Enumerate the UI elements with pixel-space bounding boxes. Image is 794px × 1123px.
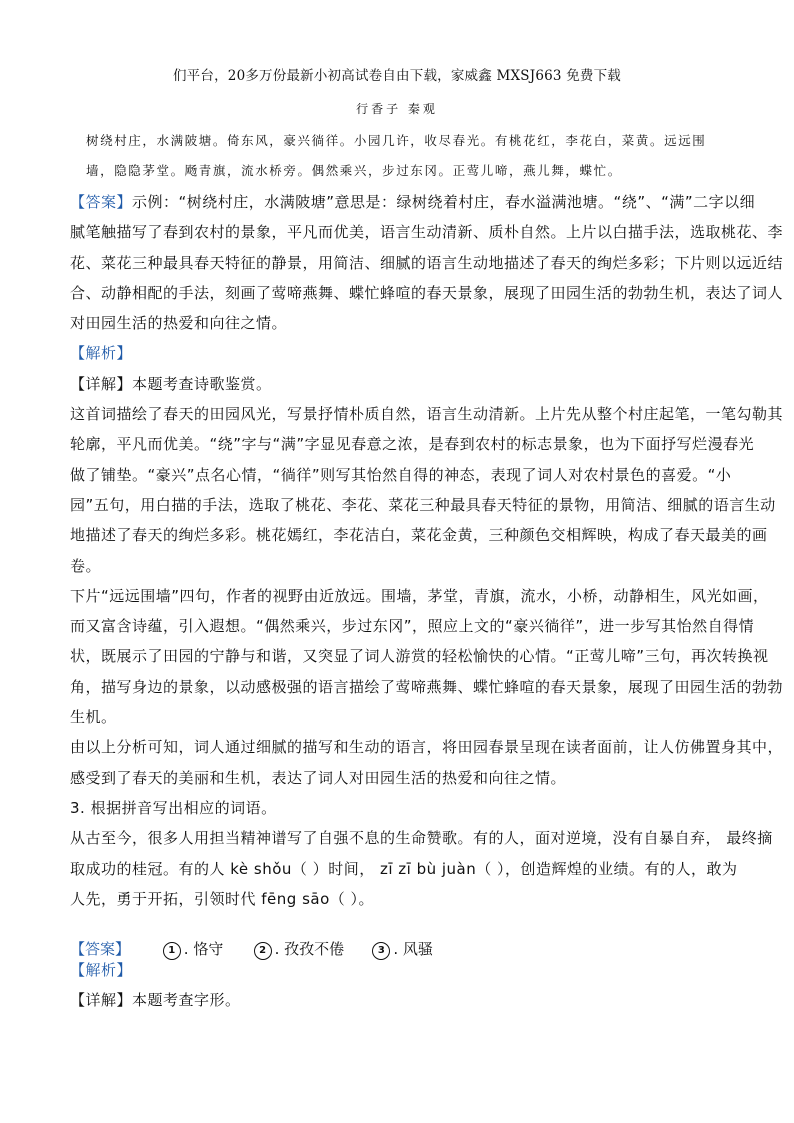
question-3-line-3: 人先，勇于开拓，引领时代 fēng sāo（ ）。 <box>70 889 375 908</box>
poem-line-2: 墙，隐隐茅堂。飏青旗，流水桥旁。偶然乘兴，步过东冈。正莺儿啼，燕儿舞，蝶忙。 <box>86 163 622 178</box>
answer-1-text: 示例：“树绕村庄，水满陂塘”意思是：绿树绕着村庄，春水溢满池塘。“绕”、“满”二字以细 <box>132 193 756 211</box>
detail-1-p2-line-3: 状，既展示了田园的宁静与和谐，又突显了词人游赏的轻松愉快的心情。“正莺儿啼”三句，再次转换视 <box>70 647 769 666</box>
answer-1-block <box>70 187 784 914</box>
answer-3-item-3-text: . 风骚 <box>393 940 433 958</box>
circled-number-1: 1 <box>163 942 181 960</box>
circled-number-2: 2 <box>254 942 272 960</box>
page-header-banner: 们平台，20多万份最新小初高试卷自由下载，家威鑫 MXSJ663 免费下载 <box>172 68 622 84</box>
question-3-title: 3. 根据拼音写出相应的词语。 <box>70 798 277 817</box>
detail-1-p1-line-2: 轮廓，平凡而优美。“绕”字与“满”字显见春意之浓，是春到农村的标志景象，也为下面抒写烂漫春光 <box>70 435 755 454</box>
analysis-label: 【解析】 <box>70 344 133 363</box>
detail-1-p2-line-5: 生机。 <box>70 708 117 727</box>
answer-1-line-4: 合、动静相配的手法，刻画了莺啼燕舞、蝶忙蜂喧的春天景象，展现了田园生活的勃勃生机，表达了词人 <box>70 283 784 302</box>
answer-3-item-1-text: . 恪守 <box>183 940 224 958</box>
answer-3-tail <box>70 955 722 1016</box>
detail-1-p2-line-2: 而又富含诗蕴，引入遐想。“偶然乘兴，步过东冈”，照应上文的“豪兴徜徉”，进一步写其怡然自得情 <box>70 617 755 636</box>
answer-1-line-1 <box>70 187 756 217</box>
answer-1-line-2: 腻笔触描写了春到农村的景象，平凡而优美，语言生动清新、质朴自然。上片以白描手法，选取桃花、李 <box>70 223 784 242</box>
circled-number-3: 3 <box>372 942 390 960</box>
detail-1-p3-line-1: 由以上分析可知，词人通过细腻的描写和生动的语言，将田园春景呈现在读者面前，让人仿佛置身其中， <box>70 738 784 757</box>
detail-1-p2-line-4: 角，描写身边的景象，以动感极强的语言描绘了莺啼燕舞、蝶忙蜂喧的春天景象，展现了田园生活的勃勃 <box>70 677 784 696</box>
answer-3-label: 【答案】 <box>70 940 131 958</box>
detail-label: 【详解】 <box>70 374 133 393</box>
detail-1-p1-line-5: 地描述了春天的绚烂多彩。桃花嫣红，李花洁白，菜花金黄，三种颜色交相辉映，构成了春天最美的画 <box>70 526 768 545</box>
answer-label: 【答案】 <box>70 193 133 211</box>
answer-3-item-2-text: . 孜孜不倦 <box>274 940 345 958</box>
detail-1-p1-line-1: 这首词描绘了春天的田园风光，写景抒情朴质自然，语言生动清新。上片先从整个村庄起笔，一笔勾勒其 <box>70 405 784 424</box>
poem-line-1: 树绕村庄，水满陂塘。倚东风，豪兴徜徉。小园几许，收尽春光。有桃花红，李花白，菜黄。远远围 <box>86 133 707 148</box>
answer-1-line-3: 花、菜花三种最具春天特征的静景，用简洁、细腻的语言生动地描述了春天的绚烂多彩；下片则以远近结 <box>70 253 784 272</box>
detail-1-p1-line-3: 做了铺垫。“豪兴”点名心情，“徜徉”则写其怡然自得的神态，表现了词人对农村景色的喜爱。“小 <box>70 465 732 484</box>
detail-3-text: 本题考查字形。 <box>132 991 241 1010</box>
question-3-line-2: 取成功的桂冠。有的人 kè shǒu（ ）时间， zī zī bù juàn（ ），创造辉煌的业绩。有的人，敢为 <box>70 859 738 878</box>
detail-1-p3-line-2: 感受到了春天的美丽和生机，表达了词人对田园生活的热爱和向往之情。 <box>70 768 567 787</box>
detail-3-label: 【详解】 <box>70 991 133 1010</box>
detail-1-p1-line-4: 园”五句，用白描的手法，选取了桃花、李花、菜花三种最具春天特征的景物，用简洁、细腻的语言生动 <box>70 495 776 514</box>
question-3-line-1: 从古至今，很多人用担当精神谱写了自强不息的生命赞歌。有的人，面对逆境，没有自暴自弃， 最终摘 <box>70 829 773 848</box>
poem-title: 行香子 秦观 <box>356 102 438 116</box>
detail-3-line <box>70 985 722 1015</box>
answer-1-line-5: 对田园生活的热爱和向往之情。 <box>70 314 288 333</box>
detail-1-p2-line-1: 下片“远远围墙”四句，作者的视野由近放远。围墙，茅堂，青旗，流水，小桥，动静相生，风光如画， <box>70 586 769 605</box>
detail-1-p1-line-6: 卷。 <box>70 556 102 575</box>
analysis-3-label: 【解析】 <box>70 961 133 979</box>
detail-1-intro: 本题考查诗歌鉴赏。 <box>132 374 272 393</box>
detail-1-intro-line <box>70 369 722 399</box>
